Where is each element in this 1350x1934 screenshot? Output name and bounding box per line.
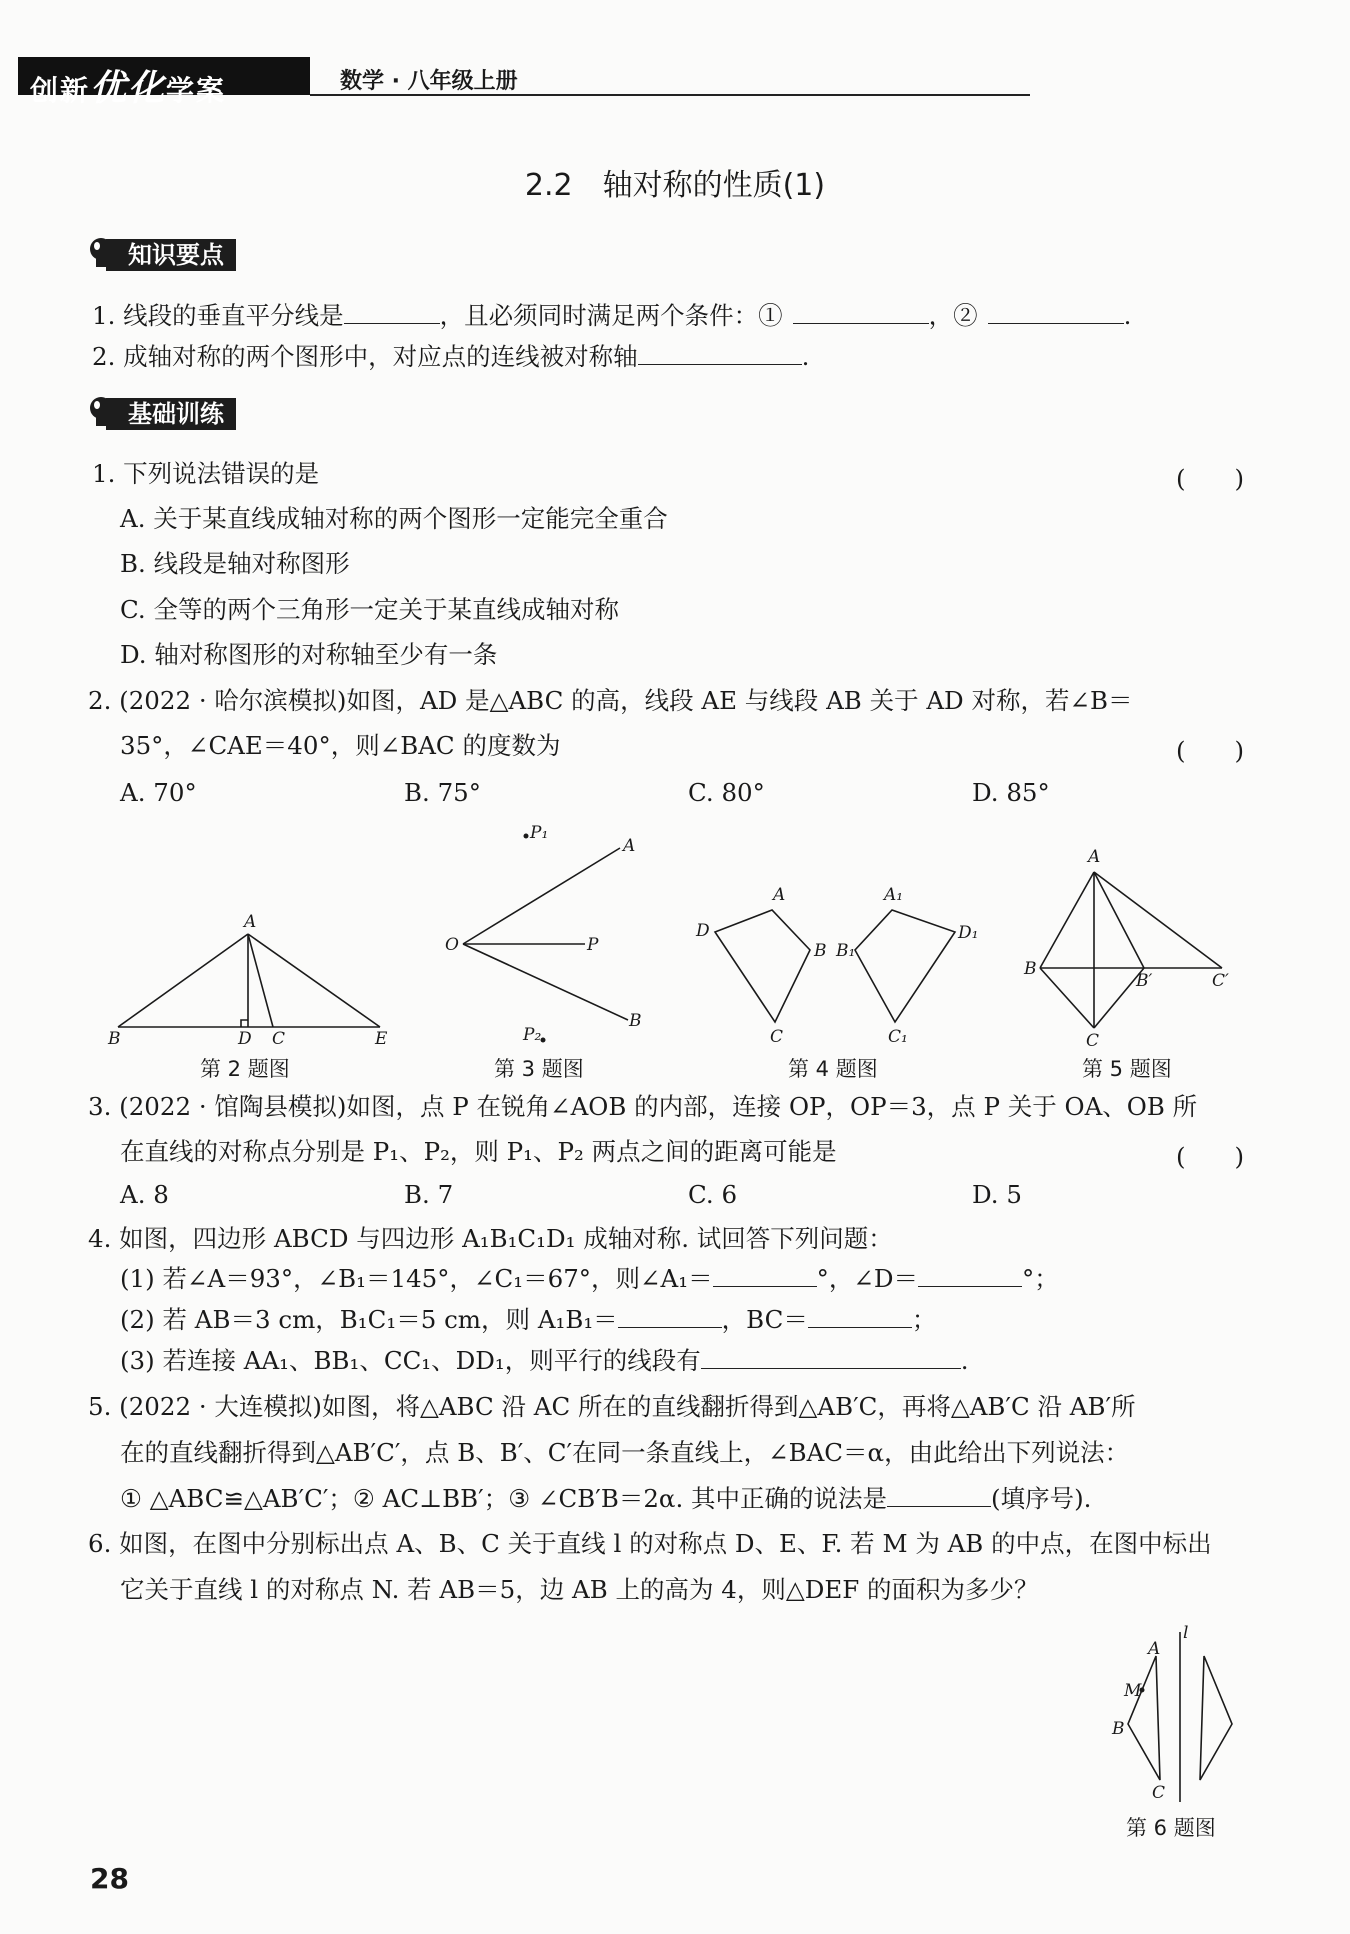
figure-q3	[445, 823, 642, 1045]
answer-blank[interactable]	[713, 1262, 817, 1287]
f4-quad-a1b1c1d1	[855, 910, 955, 1022]
q5-line-1: 5. (2022 · 大连模拟)如图，将△ABC 沿 AC 所在的直线翻折得到△AB′C，再将△AB′C 沿 AB′所	[88, 1392, 1136, 1421]
q4-part-2	[120, 1303, 936, 1337]
q5-text-a: ① △ABC≌△AB′C′；② AC⊥BB′；③ ∠CB′B＝2α. 其中正确的说法是	[120, 1484, 888, 1513]
k1-text-a: 1. 线段的垂直平分线是	[92, 301, 344, 330]
q1-option-c: C. 全等的两个三角形一定关于某直线成轴对称	[120, 595, 619, 624]
figure-caption-q4: 第 4 题图	[788, 1057, 878, 1081]
f4-label-c1: C₁	[888, 1027, 908, 1047]
q5-text-b: (填序号).	[991, 1484, 1092, 1513]
f4-label-d1: D₁	[958, 923, 979, 943]
f5-label-cp: C′	[1212, 971, 1229, 991]
q2-option-c: C. 80°	[688, 778, 765, 807]
f4-label-b: B	[814, 941, 827, 961]
page-title: 2.2 轴对称的性质(1)	[524, 168, 826, 203]
figure-caption-q5: 第 5 题图	[1082, 1057, 1172, 1081]
page-number: 28	[90, 1862, 129, 1895]
f6-triangle-abc	[1128, 1656, 1160, 1780]
f5-side-bc	[1040, 968, 1094, 1028]
f2-label-b: B	[108, 1029, 121, 1049]
q4-p3-text-a: (3) 若连接 AA₁、BB₁、CC₁、DD₁，则平行的线段有	[120, 1346, 701, 1375]
q4-p2-text-a: (2) 若 AB＝3 cm，B₁C₁＝5 cm，则 A₁B₁＝	[120, 1305, 618, 1334]
section-badge-knowledge: 知识要点	[106, 239, 236, 271]
brand-part-1: 创新	[30, 74, 91, 107]
f5-side-abp	[1094, 872, 1144, 968]
answer-blank[interactable]	[808, 1303, 912, 1328]
q1-option-d: D. 轴对称图形的对称轴至少有一条	[120, 640, 498, 669]
q1-answer-paren[interactable]: ( )	[1176, 464, 1245, 493]
q6-line-1: 6. 如图，在图中分别标出点 A、B、C 关于直线 l 的对称点 D、E、F. 若 M 为 AB 的中点，在图中标出	[88, 1529, 1212, 1558]
f2-label-c: C	[272, 1029, 286, 1049]
figure-q5	[1023, 847, 1229, 1051]
f3-label-a: A	[623, 836, 636, 856]
f2-label-d: D	[238, 1029, 252, 1049]
f5-label-b: B	[1024, 959, 1037, 979]
answer-blank[interactable]	[918, 1262, 1022, 1287]
k1-text-d: .	[1123, 301, 1132, 330]
f3-label-p1: P₁	[530, 823, 549, 843]
f3-ray-oa	[463, 848, 620, 944]
k1-text-b: ，且必须同时满足两个条件：①	[439, 301, 783, 330]
f2-side-ab	[118, 934, 248, 1027]
brand-part-3: 学案	[166, 74, 227, 107]
answer-blank[interactable]	[988, 299, 1124, 324]
answer-blank[interactable]	[618, 1303, 722, 1328]
brand-part-2: 优化	[90, 68, 167, 109]
answer-blank[interactable]	[701, 1344, 961, 1369]
q3-line-1: 3. (2022 · 馆陶县模拟)如图，点 P 在锐角∠AOB 的内部，连接 OP，OP＝3，点 P 关于 OA、OB 所	[88, 1092, 1198, 1121]
f2-right-angle	[241, 1020, 248, 1027]
q1-stem: 1. 下列说法错误的是	[92, 459, 320, 488]
f3-label-o: O	[445, 935, 459, 955]
f2-side-ac	[248, 934, 273, 1027]
figures-row	[0, 820, 1350, 1080]
figure-caption-q6: 第 6 题图	[1126, 1816, 1216, 1840]
q4-p1-text-a: (1) 若∠A＝93°，∠B₁＝145°，∠C₁＝67°，则∠A₁＝	[120, 1264, 713, 1293]
f6-label-a: A	[1148, 1639, 1161, 1659]
f6-label-b: B	[1112, 1719, 1125, 1739]
f5-side-acp	[1094, 872, 1222, 968]
q1-option-b: B. 线段是轴对称图形	[120, 549, 350, 578]
figure-q4	[695, 885, 978, 1047]
f3-label-p: P	[587, 935, 599, 955]
q3-line-2: 在直线的对称点分别是 P₁、P₂，则 P₁、P₂ 两点之间的距离可能是	[120, 1137, 837, 1166]
f3-point-p1	[524, 834, 529, 839]
q5-line-2: 在的直线翻折得到△AB′C′，点 B、B′、C′在同一条直线上，∠BAC＝α，由此给出下列说法：	[120, 1438, 1130, 1467]
f4-label-a: A	[773, 885, 786, 905]
q4-part-3	[120, 1344, 969, 1378]
k2-text-b: .	[801, 342, 810, 371]
f4-label-a1: A₁	[884, 885, 904, 905]
answer-blank[interactable]	[793, 299, 929, 324]
q3-answer-paren[interactable]: ( )	[1176, 1142, 1245, 1171]
subject-label: 数学 · 八年级上册	[340, 69, 518, 94]
f6-label-c: C	[1152, 1783, 1166, 1803]
f2-label-e: E	[375, 1029, 388, 1049]
q3-option-c: C. 6	[688, 1180, 738, 1209]
figure-caption-q3: 第 3 题图	[494, 1057, 584, 1081]
q4-stem: 4. 如图，四边形 ABCD 与四边形 A₁B₁C₁D₁ 成轴对称. 试回答下列问题：	[88, 1224, 893, 1253]
q3-option-d: D. 5	[972, 1180, 1022, 1209]
q3-option-b: B. 7	[404, 1180, 454, 1209]
f4-label-d: D	[696, 921, 710, 941]
q2-answer-paren[interactable]: ( )	[1176, 736, 1245, 765]
section-badge-basic: 基础训练	[106, 398, 236, 430]
q4-p2-text-b: ，BC＝	[721, 1305, 808, 1334]
header-rule	[310, 94, 1030, 96]
answer-blank[interactable]	[344, 299, 440, 324]
figure-q6	[1080, 1612, 1280, 1812]
k2-text-a: 2. 成轴对称的两个图形中，对应点的连线被对称轴	[92, 342, 638, 371]
q2-option-d: D. 85°	[972, 778, 1050, 807]
q2-line-1: 2. (2022 · 哈尔滨模拟)如图，AD 是△ABC 的高，线段 AE 与线段 AB 关于 AD 对称，若∠B＝	[88, 686, 1133, 715]
q6-line-2: 它关于直线 l 的对称点 N. 若 AB＝5，边 AB 上的高为 4，则△DEF 的面积为多少？	[120, 1575, 1039, 1604]
f5-label-c: C	[1086, 1031, 1100, 1051]
q4-p1-text-b: °，∠D＝	[816, 1264, 918, 1293]
f2-label-a: A	[244, 912, 257, 932]
q4-p3-text-b: .	[960, 1346, 969, 1375]
figure-q2	[107, 912, 388, 1049]
q5-line-3	[120, 1482, 1091, 1516]
q4-p1-text-c: °；	[1022, 1264, 1059, 1293]
brand-title	[30, 60, 226, 111]
f3-label-p2: P₂	[523, 1025, 542, 1045]
q3-option-a: A. 8	[120, 1180, 169, 1209]
knowledge-item-2	[92, 340, 809, 374]
f4-label-c: C	[770, 1027, 784, 1047]
f5-label-a: A	[1088, 847, 1101, 867]
q2-option-b: B. 75°	[404, 778, 482, 807]
f3-ray-ob	[463, 944, 628, 1020]
answer-blank[interactable]	[887, 1482, 991, 1507]
q4-part-1	[120, 1262, 1059, 1296]
knowledge-item-1	[92, 299, 1131, 333]
f3-label-b: B	[629, 1011, 642, 1031]
f6-label-l: l	[1183, 1623, 1189, 1643]
q1-option-a: A. 关于某直线成轴对称的两个图形一定能完全重合	[120, 504, 668, 533]
f6-triangle-mirror	[1200, 1656, 1232, 1780]
q2-line-2: 35°，∠CAE＝40°，则∠BAC 的度数为	[120, 731, 561, 760]
figure-caption-q2: 第 2 题图	[200, 1057, 290, 1081]
f4-quad-abcd	[715, 910, 810, 1022]
f2-side-ae	[248, 934, 380, 1027]
answer-blank[interactable]	[638, 340, 802, 365]
k1-text-c: ，②	[928, 301, 978, 330]
f6-label-m: M	[1124, 1681, 1142, 1701]
q4-p2-text-c: ；	[911, 1305, 937, 1334]
f4-label-b1: B₁	[836, 941, 856, 961]
f5-label-bp: B′	[1136, 971, 1153, 991]
f5-side-ab	[1040, 872, 1094, 968]
q2-option-a: A. 70°	[120, 778, 197, 807]
